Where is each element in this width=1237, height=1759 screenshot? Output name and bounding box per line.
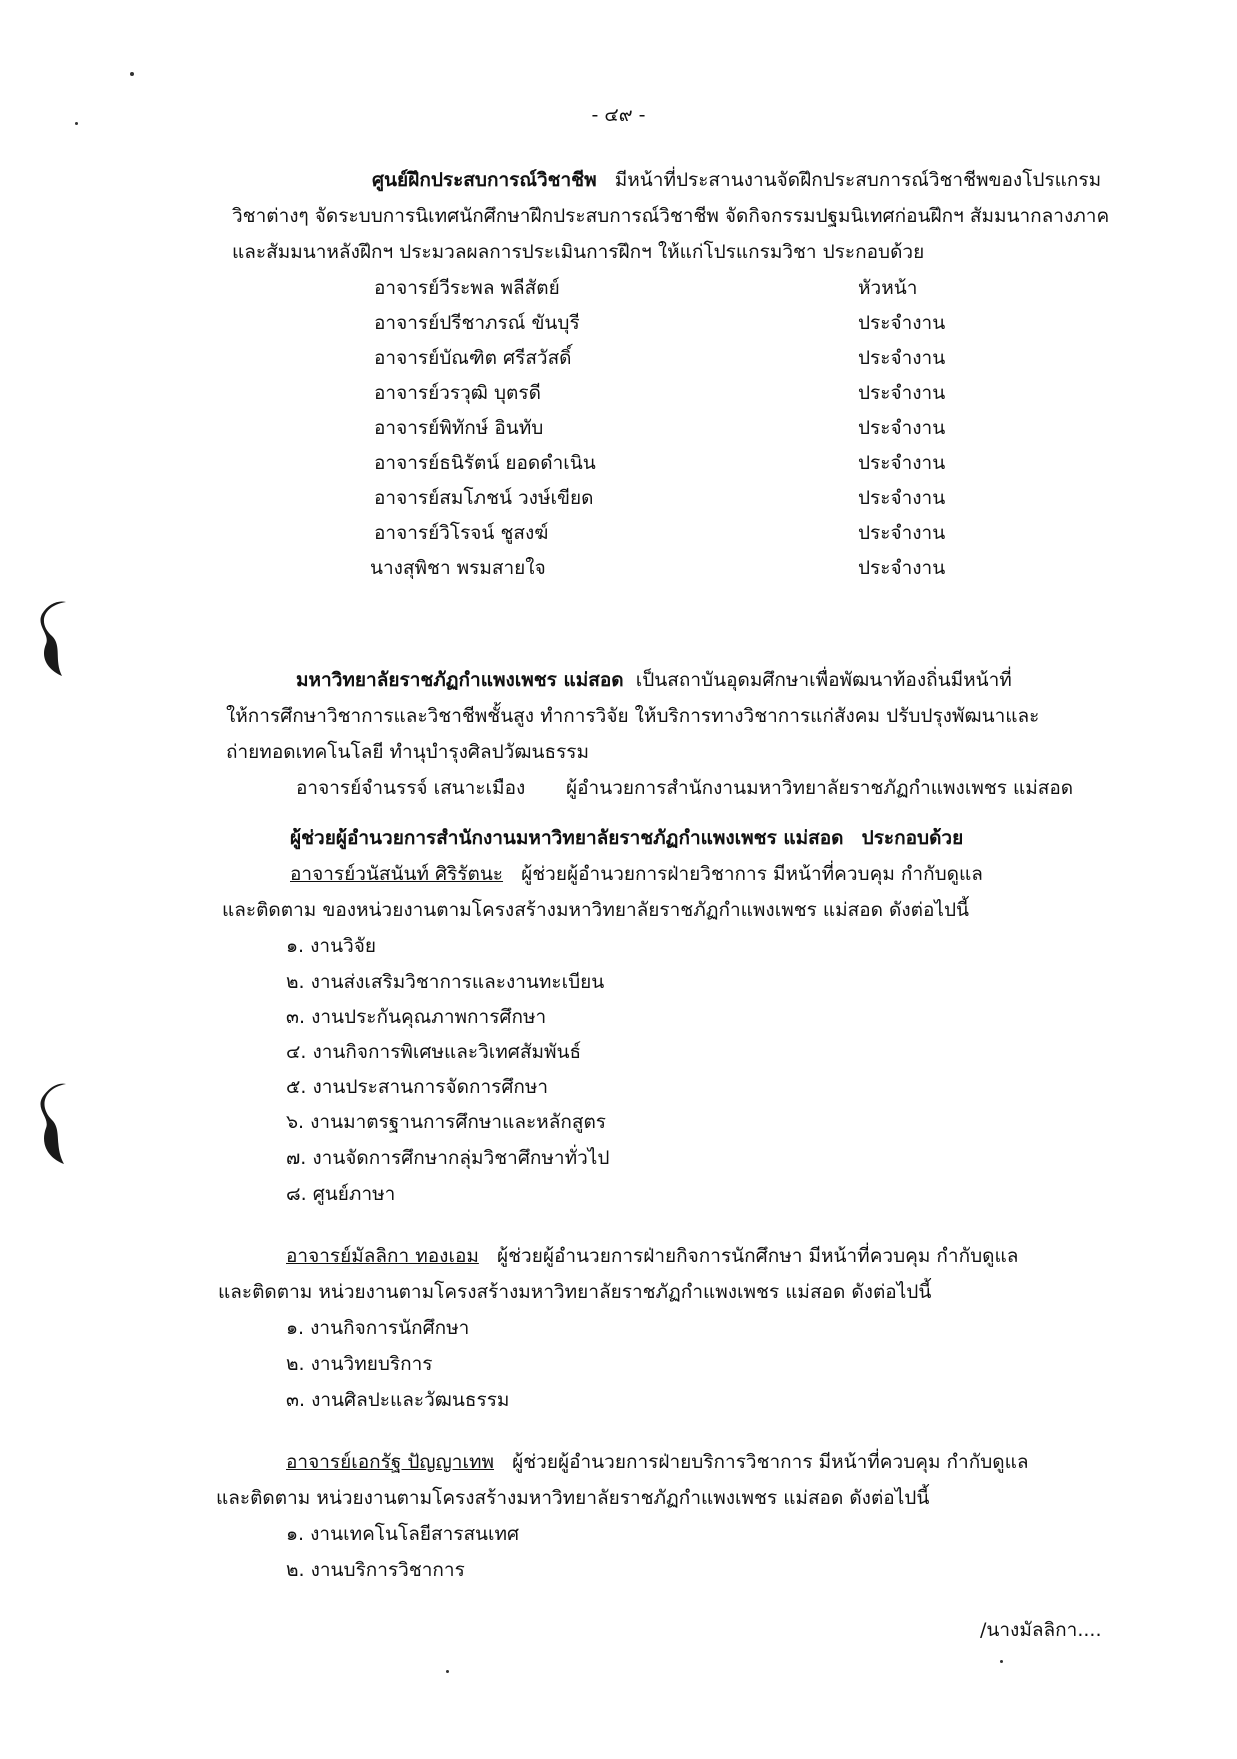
section2-line3: ถ่ายทอดเทคโนโลยี ทำนุบำรุงศิลปวัฒนธรรม xyxy=(226,741,590,763)
section3-heading: ผู้ช่วยผู้อำนวยการสำนักงานมหาวิทยาลัยราชภัฏกำแพงเพชร แม่สอด xyxy=(290,827,844,849)
member-name: อาจารย์วรวุฒิ บุตรดี xyxy=(374,382,541,404)
section1-line2: วิชาต่างๆ จัดระบบการนิเทศนักศึกษาฝึกประสบการณ์วิชาชีพ จัดกิจกรรมปฐมนิเทศก่อนฝึกฯ สัมมนากลางภาค xyxy=(232,205,1110,227)
asst2-name: อาจารย์มัลลิกา ทองเอม xyxy=(286,1245,479,1267)
continuation-text: /นางมัลลิกา.... xyxy=(980,1619,1102,1641)
list-item: ๑. งานวิจัย xyxy=(286,935,377,957)
member-role: ประจำงาน xyxy=(858,347,946,369)
member-name: อาจารย์วิโรจน์ ชูสงฆ์ xyxy=(374,522,549,544)
list-item: ๓. งานประกันคุณภาพการศึกษา xyxy=(286,1006,547,1028)
section2-heading: มหาวิทยาลัยราชภัฏกำแพงเพชร แม่สอด xyxy=(296,669,624,691)
section3-heading-rest: ประกอบด้วย xyxy=(861,827,964,849)
asst1-line2: และติดตาม ของหน่วยงานตามโครงสร้างมหาวิทยาลัยราชภัฏกำแพงเพชร แม่สอด ดังต่อไปนี้ xyxy=(222,899,969,921)
list-item: ๘. ศูนย์ภาษา xyxy=(286,1183,396,1205)
asst3-name: อาจารย์เอกรัฐ ปัญญาเทพ xyxy=(286,1451,495,1473)
member-role: ประจำงาน xyxy=(858,382,946,404)
asst1-name: อาจารย์วนัสนันท์ ศิริรัตนะ xyxy=(290,863,504,885)
asst2-line2: และติดตาม หน่วยงานตามโครงสร้างมหาวิทยาลัยราชภัฏกำแพงเพชร แม่สอด ดังต่อไปนี้ xyxy=(218,1281,932,1303)
member-name: อาจารย์พิทักษ์ อินทับ xyxy=(374,417,544,439)
list-item: ๔. งานกิจการพิเศษและวิเทศสัมพันธ์ xyxy=(286,1041,582,1063)
director-name: อาจารย์จำนรรจ์ เสนาะเมือง xyxy=(296,777,526,799)
section3-heading-line xyxy=(290,826,963,850)
member-name: อาจารย์บัณฑิต ศรีสวัสดิ์ xyxy=(374,347,572,369)
list-item: ๑. งานเทคโนโลยีสารสนเทศ xyxy=(286,1523,520,1545)
section1-line1-text: มีหน้าที่ประสานงานจัดฝึกประสบการณ์วิชาชีพของโปรแกรม xyxy=(614,169,1102,191)
member-name: อาจารย์ปรีชาภรณ์ ขันบุรี xyxy=(374,312,580,334)
member-name: นางสุพิชา พรมสายใจ xyxy=(370,557,546,579)
member-role: ประจำงาน xyxy=(858,522,946,544)
member-role: ประจำงาน xyxy=(858,312,946,334)
asst3-line1 xyxy=(286,1450,1029,1474)
section2-line1-text: เป็นสถาบันอุดมศึกษาเพื่อพัฒนาท้องถิ่นมีหน้าที่ xyxy=(635,669,1012,691)
member-role: ประจำงาน xyxy=(858,452,946,474)
asst2-line1-text: ผู้ช่วยผู้อำนวยการฝ่ายกิจการนักศึกษา มีหน้าที่ควบคุม กำกับดูแล xyxy=(497,1245,1019,1267)
section2-line2: ให้การศึกษาวิชาการและวิชาชีพชั้นสูง ทำการวิจัย ให้บริการทางวิชาการแก่สังคม ปรับปรุงพัฒนาและ xyxy=(226,705,1040,727)
asst2-line1 xyxy=(286,1244,1018,1268)
binder-hole-mark xyxy=(28,598,74,680)
member-role: ประจำงาน xyxy=(858,417,946,439)
asst3-line2: และติดตาม หน่วยงานตามโครงสร้างมหาวิทยาลัยราชภัฏกำแพงเพชร แม่สอด ดังต่อไปนี้ xyxy=(216,1487,930,1509)
scan-speck xyxy=(130,72,134,76)
member-role: ประจำงาน xyxy=(858,557,946,579)
list-item: ๒. งานบริการวิชาการ xyxy=(286,1559,465,1581)
list-item: ๗. งานจัดการศึกษากลุ่มวิชาศึกษาทั่วไป xyxy=(286,1147,610,1169)
list-item: ๒. งานวิทยบริการ xyxy=(286,1353,433,1375)
asst1-line1 xyxy=(290,862,983,886)
list-item: ๖. งานมาตรฐานการศึกษาและหลักสูตร xyxy=(286,1111,606,1133)
member-role: ประจำงาน xyxy=(858,487,946,509)
asst3-line1-text: ผู้ช่วยผู้อำนวยการฝ่ายบริการวิชาการ มีหน้าที่ควบคุม กำกับดูแล xyxy=(512,1451,1029,1473)
binder-hole-mark xyxy=(30,1080,76,1168)
member-name: อาจารย์ธนิรัตน์ ยอดดำเนิน xyxy=(374,452,596,474)
member-role: หัวหน้า xyxy=(858,277,918,299)
member-name: อาจารย์สมโภชน์ วงษ์เขียด xyxy=(374,487,594,509)
scan-speck xyxy=(446,1670,449,1673)
section1-line1 xyxy=(372,168,1101,192)
page-number: - ๔๙ - xyxy=(591,104,646,126)
asst1-line1-text: ผู้ช่วยผู้อำนวยการฝ่ายวิชาการ มีหน้าที่ควบคุม กำกับดูแล xyxy=(521,863,983,885)
section1-heading: ศูนย์ฝึกประสบการณ์วิชาชีพ xyxy=(372,169,597,191)
list-item: ๓. งานศิลปะและวัฒนธรรม xyxy=(286,1389,510,1411)
director-title: ผู้อำนวยการสำนักงานมหาวิทยาลัยราชภัฏกำแพงเพชร แม่สอด xyxy=(566,777,1074,799)
list-item: ๑. งานกิจการนักศึกษา xyxy=(286,1317,470,1339)
scan-speck xyxy=(1000,1660,1003,1663)
list-item: ๒. งานส่งเสริมวิชาการและงานทะเบียน xyxy=(286,971,605,993)
member-name: อาจารย์วีระพล พลีสัตย์ xyxy=(374,277,560,299)
section1-line3: และสัมมนาหลังฝึกฯ ประมวลผลการประเมินการฝึกฯ ให้แก่โปรแกรมวิชา ประกอบด้วย xyxy=(232,241,925,263)
list-item: ๕. งานประสานการจัดการศึกษา xyxy=(286,1076,549,1098)
section2-line1 xyxy=(296,668,1012,692)
